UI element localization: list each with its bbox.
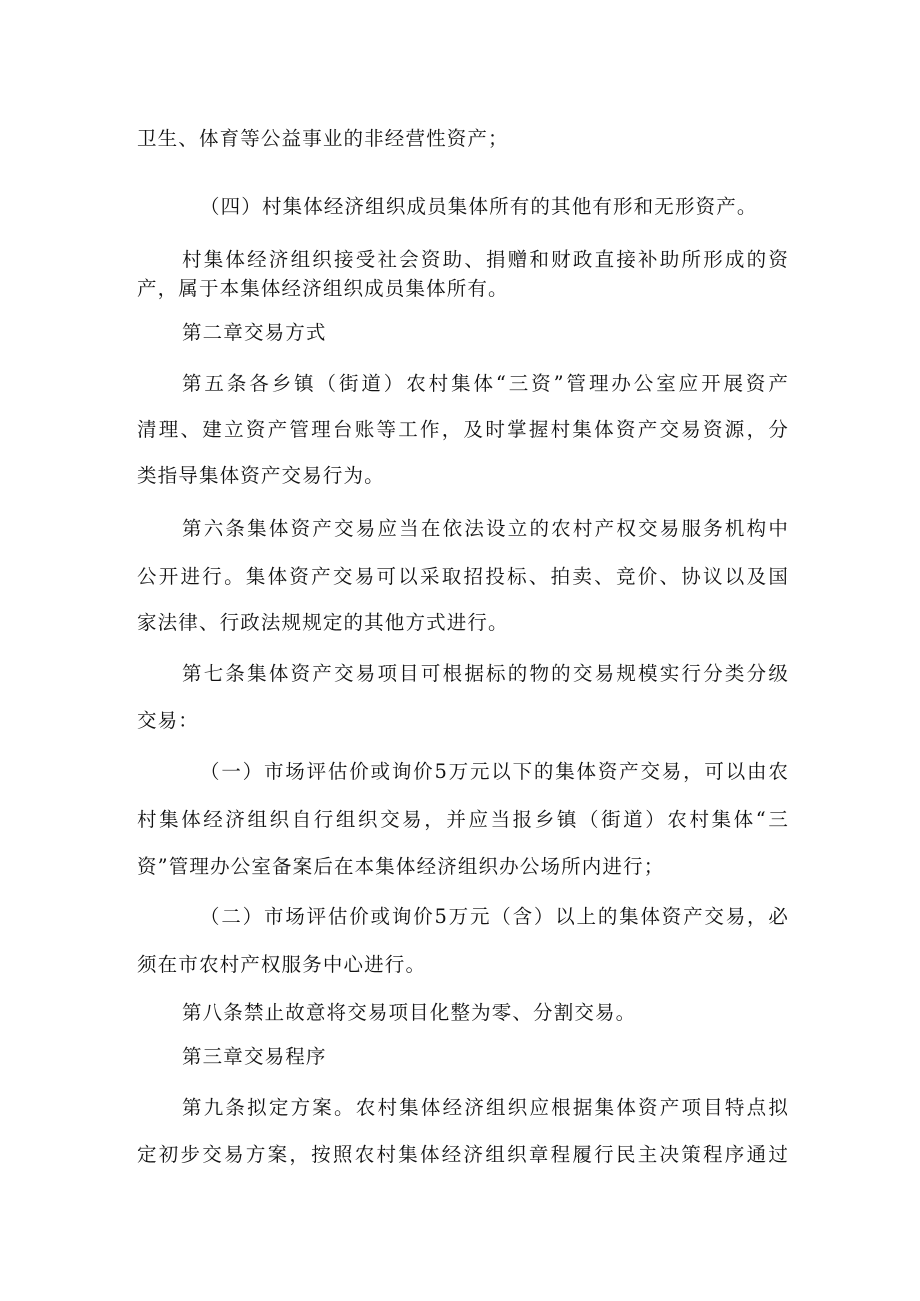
- text-line: 第六条集体资产交易应当在依法设立的农村产权交易服务机构中: [182, 517, 789, 540]
- text-line: 村集体经济组织接受社会资助、捐赠和财政直接补助所形成的资: [182, 248, 789, 271]
- chapter-heading: 第三章交易程序: [182, 1045, 327, 1068]
- text-line: （四）村集体经济组织成员集体所有的其他有形和无形资产。: [200, 195, 758, 218]
- text-line: 产，属于本集体经济组织成员集体所有。: [137, 277, 509, 300]
- text-line: 公开进行。集体资产交易可以采取招投标、拍卖、竞价、协议以及国: [137, 565, 789, 588]
- text-line: 须在市农村产权服务中心进行。: [137, 953, 427, 976]
- text-line: 卫生、体育等公益事业的非经营性资产；: [137, 127, 509, 150]
- text-line: 第七条集体资产交易项目可根据标的物的交易规模实行分类分级: [182, 662, 789, 685]
- text-line: （二）市场评估价或询价5万元（含）以上的集体资产交易，必: [200, 905, 789, 928]
- text-line: 定初步交易方案，按照农村集体经济组织章程履行民主决策程序通过: [137, 1143, 789, 1166]
- text-line: 第八条禁止故意将交易项目化整为零、分割交易。: [182, 1001, 637, 1024]
- text-line: 交易：: [137, 709, 199, 732]
- text-line: 第五条各乡镇（街道）农村集体“三资”管理办公室应开展资产: [182, 372, 789, 395]
- text-line: 家法律、行政法规规定的其他方式进行。: [137, 611, 509, 634]
- chapter-heading: 第二章交易方式: [182, 321, 327, 344]
- text-line: 清理、建立资产管理台账等工作，及时掌握村集体资产交易资源，分: [137, 418, 789, 441]
- text-line: （一）市场评估价或询价5万元以下的集体资产交易，可以由农: [200, 760, 789, 783]
- text-line: 资”管理办公室备案后在本集体经济组织办公场所内进行；: [137, 855, 665, 878]
- text-line: 类指导集体资产交易行为。: [137, 464, 385, 487]
- text-line: 村集体经济组织自行组织交易，并应当报乡镇（街道）农村集体“三: [137, 808, 789, 831]
- text-line: 第九条拟定方案。农村集体经济组织应根据集体资产项目特点拟: [182, 1096, 789, 1119]
